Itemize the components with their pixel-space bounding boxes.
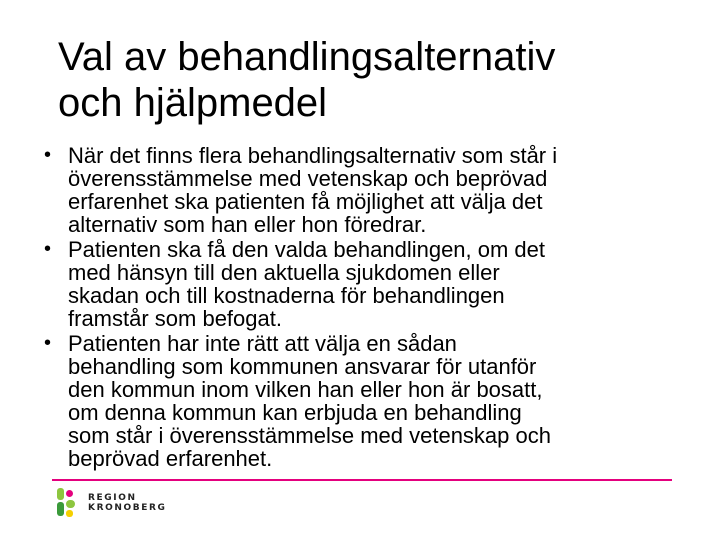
bullet-1-line-4: alternativ som han eller hon föredrar. [68,212,427,237]
logo-line-region: REGION [88,493,137,503]
bullet-3-line-1: Patienten har inte rätt att välja en sådan [68,331,457,356]
bullet-3-line-6: beprövad erfarenhet. [68,446,273,471]
bullet-2-line-3: skadan och till kostnaderna för behandlingen [68,283,505,308]
bullet-list [40,144,690,472]
footer-divider [52,479,672,481]
bullet-mark: • [44,238,52,260]
logo-line-kronoberg: KRONOBERG [88,503,167,513]
bullet-mark: • [44,144,52,166]
bullet-3-line-2: behandling som kommunen ansvarar för utanför [68,354,537,379]
bullet-1-line-2: överensstämmelse med vetenskap och beprövad [68,166,548,191]
logo-wordmark [88,493,166,513]
region-kronoberg-logo-icon [55,486,81,518]
bullet-item-3 [40,332,690,470]
title-line-2: och hjälpmedel [58,81,328,125]
bullet-2-line-1: Patienten ska få den valda behandlingen, om det [68,237,546,262]
bullet-item-2 [40,238,690,330]
slide-title [58,34,688,126]
bullet-1-line-1: När det finns flera behandlingsalternativ som står i [68,143,558,168]
bullet-3-line-4: om denna kommun kan erbjuda en behandling [68,400,522,425]
bullet-3-line-3: den kommun inom vilken han eller hon är bosatt, [68,377,543,402]
title-line-1: Val av behandlingsalternativ [58,35,556,79]
bullet-2-line-4: framstår som befogat. [68,306,282,331]
bullet-2-line-2: med hänsyn till den aktuella sjukdomen eller [68,260,500,285]
bullet-mark: • [44,332,52,354]
bullet-1-line-3: erfarenhet ska patienten få möjlighet att välja det [68,189,543,214]
bullet-3-line-5: som står i överensstämmelse med vetenskap och [68,423,551,448]
region-kronoberg-logo [55,486,195,520]
bullet-item-1 [40,144,690,236]
